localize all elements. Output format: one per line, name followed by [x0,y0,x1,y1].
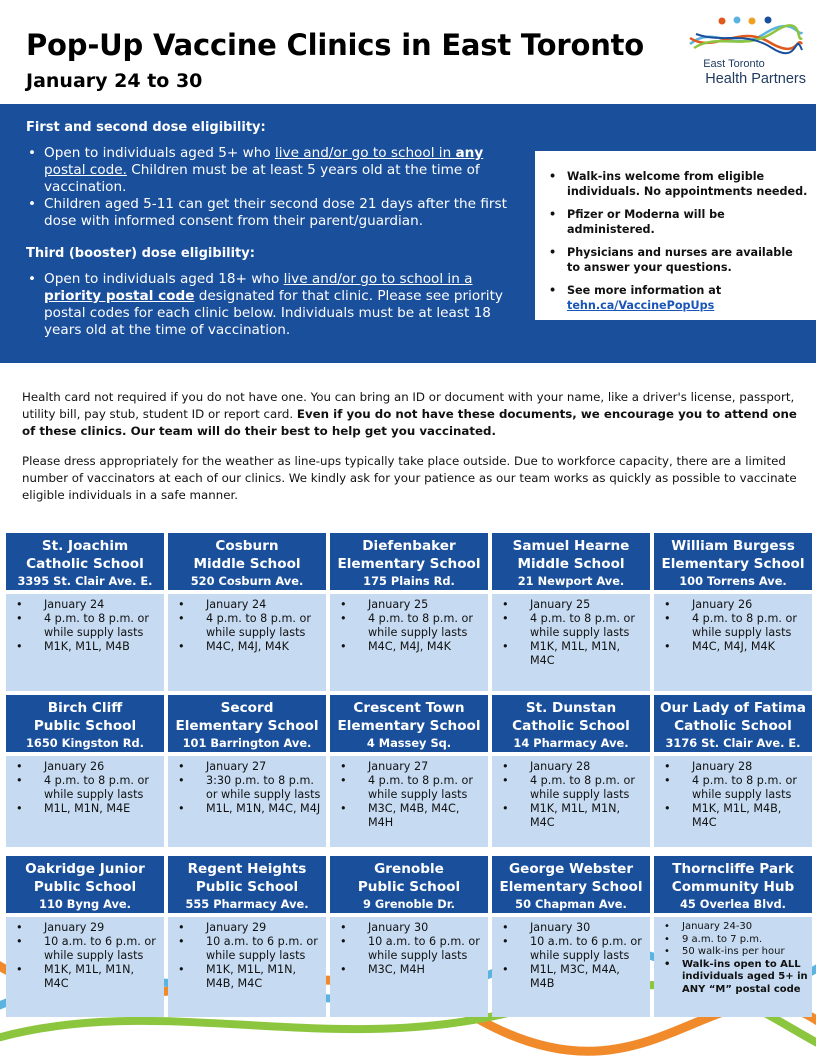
clinic-header [6,856,164,913]
clinic-header [330,695,488,752]
clinic-name: Catholic School [674,718,792,734]
more-info-link[interactable]: tehn.ca/VaccinePopUps [567,299,715,312]
text: postal code. [44,162,127,178]
clinic-postal-codes: • M1K, M1L, M1N, M4B, M4C [176,963,322,991]
clinic-address: 100 Torrens Ave. [679,574,787,588]
clinic-card [6,695,164,847]
text: See more information at [567,284,722,297]
text: designated for that clinic. Please see priority postal codes for each clinic below. Individuals must be at least 18 years old at the time of vaccination. [44,288,503,338]
clinic-name: Elementary School [661,556,805,572]
clinic-time: • 4 p.m. to 8 p.m. or while supply lasts [500,612,646,640]
first-dose-heading: First and second dose eligibility: [26,120,266,135]
clinic-postal-codes: • M4C, M4J, M4K [176,640,322,654]
clinic-card [492,695,650,847]
clinic-address: 3176 St. Clair Ave. E. [665,736,801,750]
clinic-postal-codes: • M1L, M1N, M4C, M4J [176,802,322,816]
clinic-address: 21 Newport Ave. [517,574,625,588]
clinic-details [168,917,326,1017]
clinic-name: Middle School [193,556,301,572]
clinic-date: • January 28 [662,760,808,774]
first-dose-list [26,145,516,230]
clinic-card [654,856,812,1017]
clinic-time: • 4 p.m. to 8 p.m. or while supply lasts [338,612,484,640]
clinic-header [6,533,164,590]
clinic-details [654,917,812,1017]
clinic-address: 45 Overlea Blvd. [679,897,787,911]
clinic-name: Community Hub [671,879,795,895]
clinic-time: • 4 p.m. to 8 p.m. or while supply lasts [500,774,646,802]
clinic-date: • January 30 [338,921,484,935]
clinic-address: 175 Plains Rd. [363,574,455,588]
clinic-name: Grenoble [374,861,444,877]
clinic-name: Thorncliffe Park [672,861,794,877]
clinic-card [168,856,326,1017]
info-box [535,151,816,320]
clinic-address: 555 Pharmacy Ave. [185,897,309,911]
clinic-details [330,756,488,847]
clinic-date: • January 24-30 [662,921,808,934]
text: any [455,145,484,161]
clinic-header [330,856,488,913]
clinic-postal-codes: • M4C, M4J, M4K [662,640,808,654]
clinic-postal-codes: • M1K, M1L, M4B, M4C [662,802,808,830]
eligibility-section [26,120,516,339]
page-title: Pop-Up Vaccine Clinics in East Toronto [26,28,645,62]
clinic-postal-codes: • M1L, M1N, M4E [14,802,160,816]
text: priority postal code [44,288,195,304]
clinic-name: Public School [33,879,137,895]
clinic-name: Our Lady of Fatima [660,700,806,716]
clinic-date: • January 24 [176,598,322,612]
clinic-postal-codes: • M1L, M3C, M4A, M4B [500,963,646,991]
clinic-capacity: • 50 walk-ins per hour [662,946,808,959]
clinic-postal-codes: • M1K, M1L, M1N, M4C [14,963,160,991]
third-dose-item [26,271,516,339]
clinic-address: 14 Pharmacy Ave. [513,736,629,750]
clinic-name: George Webster [508,861,634,877]
clinic-header [654,695,812,752]
east-toronto-health-partners-logo [684,14,806,90]
clinic-name: Secord [220,700,274,716]
clinic-name: Samuel Hearne [512,538,630,554]
text: Open to individuals aged 18+ who [44,271,284,287]
clinic-header [654,533,812,590]
clinic-postal-codes: • M1K, M1L, M4B [14,640,160,654]
clinic-address: 3395 St. Clair Ave. E. [17,574,153,588]
clinic-card [168,533,326,691]
clinic-name: St. Joachim [41,538,129,554]
logo-line1: East Toronto [703,58,765,70]
clinic-details [330,594,488,691]
clinic-details [6,917,164,1017]
clinic-card [6,533,164,691]
clinic-name: Diefenbaker [362,538,456,554]
info-walkins: • Walk-ins welcome from eligible individuals. No appointments needed. [545,169,808,199]
clinic-time: • 4 p.m. to 8 p.m. or while supply lasts [338,774,484,802]
clinic-header [330,533,488,590]
logo-line2: Health Partners [705,71,806,87]
clinic-address: 101 Barrington Ave. [182,736,312,750]
eligibility-band [0,104,816,363]
clinic-header [168,856,326,913]
clinic-card [654,695,812,847]
clinic-name: St. Dunstan [525,700,617,716]
clinic-time: • 4 p.m. to 8 p.m. or while supply lasts [662,774,808,802]
clinic-details [168,594,326,691]
clinic-date: • January 28 [500,760,646,774]
clinic-details [6,756,164,847]
clinic-card [330,856,488,1017]
first-dose-item [26,145,516,196]
clinic-postal-codes: • M3C, M4B, M4C, M4H [338,802,484,830]
clinic-time: • 4 p.m. to 8 p.m. or while supply lasts [14,774,160,802]
clinic-address: 50 Chapman Ave. [515,897,627,911]
clinic-name: Catholic School [512,718,630,734]
third-dose-list [26,271,516,339]
clinic-time: • 9 a.m. to 7 p.m. [662,934,808,947]
clinic-time: • 10 a.m. to 6 p.m. or while supply lasts [338,935,484,963]
clinic-name: Elementary School [337,718,481,734]
clinic-card [654,533,812,691]
text: Even if you do not have these documents, we encourage you to attend one of these clinics. Our team will do their best to help get you vaccinated. [22,407,797,438]
clinic-details [492,756,650,847]
clinic-details [6,594,164,691]
clinic-name: William Burgess [671,538,795,554]
clinic-time: • 4 p.m. to 8 p.m. or while supply lasts [14,612,160,640]
clinic-header [6,695,164,752]
clinic-postal-codes: • M4C, M4J, M4K [338,640,484,654]
info-more [545,283,808,313]
clinic-address: 1650 Kingston Rd. [25,736,145,750]
clinic-date: • January 26 [662,598,808,612]
clinic-date: • January 24 [14,598,160,612]
clinic-date: • January 26 [14,760,160,774]
clinic-postal-codes: • M1K, M1L, M1N, M4C [500,640,646,668]
clinic-name: Public School [33,718,137,734]
first-dose-item: • Children aged 5-11 can get their second dose 21 days after the first dose with informed consent from their parent/guardian. [26,196,516,230]
clinic-details [330,917,488,1017]
clinic-address: 520 Cosburn Ave. [190,574,304,588]
clinic-details [168,756,326,847]
clinic-address: 9 Grenoble Dr. [362,897,456,911]
info-staff: • Physicians and nurses are available to answer your questions. [545,245,808,275]
clinic-header [654,856,812,913]
clinic-walkin-note: • Walk-ins open to ALL individuals aged 5+ in ANY “M” postal code [662,959,808,997]
clinic-header [492,533,650,590]
id-note [22,389,802,440]
clinic-date: • January 29 [14,921,160,935]
clinic-details [492,594,650,691]
page-subtitle: January 24 to 30 [26,70,203,92]
clinic-card [168,695,326,847]
clinic-address: 4 Massey Sq. [366,736,452,750]
clinic-details [654,756,812,847]
clinic-time: • 4 p.m. to 8 p.m. or while supply lasts [176,612,322,640]
info-vaccines: • Pfizer or Moderna will be administered. [545,207,808,237]
clinic-postal-codes: • M1K, M1L, M1N, M4C [500,802,646,830]
clinic-date: • January 25 [500,598,646,612]
clinic-date: • January 29 [176,921,322,935]
clinic-name: Public School [357,879,461,895]
clinic-name: Cosburn [215,538,279,554]
text: live and/or go to school in a [283,271,473,287]
clinic-card [6,856,164,1017]
clinic-name: Catholic School [26,556,144,572]
clinic-time: • 3:30 p.m. to 8 p.m. or while supply lasts [176,774,322,802]
clinic-postal-codes: • M3C, M4H [338,963,484,977]
clinic-name: Elementary School [337,556,481,572]
clinic-card [330,695,488,847]
text: live and/or go to school in [274,145,456,161]
clinic-card [492,856,650,1017]
third-dose-heading: Third (booster) dose eligibility: [26,246,255,261]
clinic-name: Middle School [517,556,625,572]
clinic-name: Regent Heights [187,861,307,877]
text: Health card not required if you do not have one. You can bring an ID or document with your name, like a driver's license, passport, utility bill, pay stub, student ID or report card. [22,390,795,421]
clinic-card [330,533,488,691]
clinic-date: • January 27 [338,760,484,774]
clinic-name: Oakridge Junior [25,861,145,877]
clinic-address: 110 Byng Ave. [39,897,131,911]
clinic-name: Crescent Town [353,700,465,716]
clinic-date: • January 30 [500,921,646,935]
logo-people-icon [684,14,806,58]
clinic-header [168,695,326,752]
clinic-header [168,533,326,590]
clinic-header [492,856,650,913]
text: Children must be at least 5 years old at the time of vaccination. [44,162,480,195]
clinic-name: Elementary School [175,718,319,734]
clinic-time: • 10 a.m. to 6 p.m. or while supply lasts [14,935,160,963]
clinic-time: • 10 a.m. to 6 p.m. or while supply lasts [500,935,646,963]
clinic-name: Public School [195,879,299,895]
clinic-name: Elementary School [499,879,643,895]
clinic-time: • 10 a.m. to 6 p.m. or while supply lasts [176,935,322,963]
clinic-time: • 4 p.m. to 8 p.m. or while supply lasts [662,612,808,640]
clinic-header [492,695,650,752]
clinic-card [492,533,650,691]
clinic-date: • January 27 [176,760,322,774]
weather-note: Please dress appropriately for the weather as line-ups typically take place outside. Due to workforce capacity, there are a limited number of vaccinators at each of our clinics. We kindly ask for your patience as our team works as quickly as possible to vaccinate eligible individuals in a safe manner. [22,454,797,502]
clinic-date: • January 25 [338,598,484,612]
clinic-details [492,917,650,1017]
clinic-details [654,594,812,691]
clinic-name: Birch Cliff [47,700,123,716]
text: Open to individuals aged 5+ who [44,145,275,161]
